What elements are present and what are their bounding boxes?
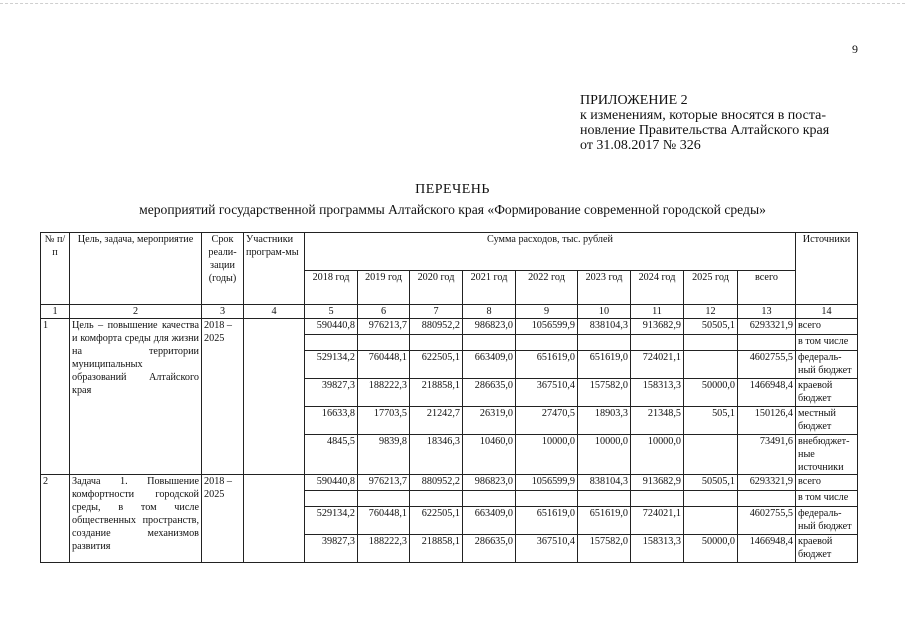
amount-cell — [516, 491, 578, 507]
amount-cell — [410, 335, 463, 351]
amount-cell: 21242,7 — [410, 407, 463, 435]
table-row — [41, 475, 858, 491]
amount-cell: 17703,5 — [358, 407, 410, 435]
amount-cell — [305, 491, 358, 507]
amount-cell: 21348,5 — [631, 407, 684, 435]
amount-cell: 10000,0 — [631, 435, 684, 475]
header-year: 2024 год — [631, 271, 684, 305]
amount-cell: 9839,8 — [358, 435, 410, 475]
amount-cell: 73491,6 — [738, 435, 796, 475]
column-number: 13 — [738, 305, 796, 319]
amount-cell: 10000,0 — [578, 435, 631, 475]
amount-cell: 158313,3 — [631, 379, 684, 407]
amount-cell — [738, 335, 796, 351]
amount-cell: 505,1 — [684, 407, 738, 435]
amount-cell: 4602755,5 — [738, 507, 796, 535]
amount-cell: 4845,5 — [305, 435, 358, 475]
amount-cell — [578, 335, 631, 351]
column-number: 4 — [244, 305, 305, 319]
amount-cell: 16633,8 — [305, 407, 358, 435]
column-number: 12 — [684, 305, 738, 319]
column-number: 6 — [358, 305, 410, 319]
header-year: 2021 год — [463, 271, 516, 305]
amount-cell: 218858,1 — [410, 379, 463, 407]
amount-cell: 838104,3 — [578, 475, 631, 491]
amount-cell: 18903,3 — [578, 407, 631, 435]
amount-cell — [358, 335, 410, 351]
amount-cell: 880952,2 — [410, 475, 463, 491]
source-cell: местный бюджет — [796, 407, 858, 435]
amount-cell: 150126,4 — [738, 407, 796, 435]
source-cell: федераль-ный бюджет — [796, 351, 858, 379]
amount-cell: 838104,3 — [578, 319, 631, 335]
amount-cell — [410, 491, 463, 507]
amount-cell: 39827,3 — [305, 535, 358, 563]
header-goal: Цель, задача, мероприятие — [70, 233, 202, 305]
source-cell: федераль-ный бюджет — [796, 507, 858, 535]
column-number: 11 — [631, 305, 684, 319]
column-number: 7 — [410, 305, 463, 319]
amount-cell — [463, 335, 516, 351]
amount-cell: 724021,1 — [631, 351, 684, 379]
amount-cell: 529134,2 — [305, 351, 358, 379]
row-goal: Задача 1. Повышение комфортности городской среды, в том числе общественных пространств, создание механизмов развития — [70, 475, 202, 563]
header-year: 2022 год — [516, 271, 578, 305]
amount-cell — [305, 335, 358, 351]
amount-cell: 590440,8 — [305, 475, 358, 491]
amount-cell: 651619,0 — [578, 507, 631, 535]
amount-cell: 529134,2 — [305, 507, 358, 535]
amount-cell: 158313,3 — [631, 535, 684, 563]
amount-cell: 286635,0 — [463, 379, 516, 407]
appendix-block — [580, 93, 829, 153]
amount-cell: 50000,0 — [684, 535, 738, 563]
amount-cell: 590440,8 — [305, 319, 358, 335]
row-participants — [244, 475, 305, 563]
page-number: 9 — [852, 42, 858, 56]
amount-cell: 913682,9 — [631, 475, 684, 491]
table-row — [41, 319, 858, 335]
column-number: 9 — [516, 305, 578, 319]
row-number: 1 — [41, 319, 70, 475]
document-title: ПЕРЕЧЕНЬ — [415, 182, 490, 197]
source-cell: всего — [796, 319, 858, 335]
amount-cell: 4602755,5 — [738, 351, 796, 379]
header-sum: Сумма расходов, тыс. рублей — [305, 233, 796, 271]
header-sources: Источники — [796, 233, 858, 305]
amount-cell: 976213,7 — [358, 319, 410, 335]
amount-cell: 760448,1 — [358, 351, 410, 379]
row-goal: Цель – повышение качества и комфорта среды для жизни на территории муниципальных образований Алтайского края — [70, 319, 202, 475]
amount-cell — [578, 491, 631, 507]
source-cell: в том числе — [796, 491, 858, 507]
amount-cell: 50505,1 — [684, 319, 738, 335]
amount-cell: 6293321,9 — [738, 319, 796, 335]
amount-cell: 39827,3 — [305, 379, 358, 407]
amount-cell — [684, 507, 738, 535]
amount-cell — [631, 335, 684, 351]
amount-cell: 6293321,9 — [738, 475, 796, 491]
amount-cell: 622505,1 — [410, 351, 463, 379]
source-cell: всего — [796, 475, 858, 491]
header-year: 2025 год — [684, 271, 738, 305]
amount-cell: 913682,9 — [631, 319, 684, 335]
row-term: 2018 – 2025 — [202, 319, 244, 475]
row-term: 2018 – 2025 — [202, 475, 244, 563]
amount-cell: 1466948,4 — [738, 535, 796, 563]
amount-cell: 50505,1 — [684, 475, 738, 491]
amount-cell: 880952,2 — [410, 319, 463, 335]
header-num: № п/п — [41, 233, 70, 305]
amount-cell: 286635,0 — [463, 535, 516, 563]
amount-cell: 651619,0 — [516, 507, 578, 535]
amount-cell: 157582,0 — [578, 535, 631, 563]
amount-cell: 157582,0 — [578, 379, 631, 407]
amount-cell: 1466948,4 — [738, 379, 796, 407]
amount-cell: 760448,1 — [358, 507, 410, 535]
amount-cell: 367510,4 — [516, 535, 578, 563]
amount-cell: 188222,3 — [358, 535, 410, 563]
amount-cell: 986823,0 — [463, 319, 516, 335]
amount-cell: 622505,1 — [410, 507, 463, 535]
amount-cell — [684, 435, 738, 475]
header-year: всего — [738, 271, 796, 305]
amount-cell: 10460,0 — [463, 435, 516, 475]
source-cell: внебюджет-ные источники — [796, 435, 858, 475]
header-year: 2023 год — [578, 271, 631, 305]
amount-cell: 651619,0 — [578, 351, 631, 379]
amount-cell: 367510,4 — [516, 379, 578, 407]
measures-table — [40, 232, 858, 563]
amount-cell: 188222,3 — [358, 379, 410, 407]
amount-cell — [684, 351, 738, 379]
amount-cell: 724021,1 — [631, 507, 684, 535]
header-year: 2019 год — [358, 271, 410, 305]
source-cell: краевой бюджет — [796, 535, 858, 563]
amount-cell: 976213,7 — [358, 475, 410, 491]
header-participants: Участники програм-мы — [244, 233, 305, 305]
row-number: 2 — [41, 475, 70, 563]
amount-cell — [684, 491, 738, 507]
amount-cell: 218858,1 — [410, 535, 463, 563]
scan-top-edge — [0, 3, 905, 4]
column-number: 14 — [796, 305, 858, 319]
amount-cell: 651619,0 — [516, 351, 578, 379]
amount-cell: 50000,0 — [684, 379, 738, 407]
column-number: 2 — [70, 305, 202, 319]
appendix-date: от 31.08.2017 № 326 — [580, 138, 701, 153]
amount-cell — [738, 491, 796, 507]
column-number: 3 — [202, 305, 244, 319]
amount-cell — [358, 491, 410, 507]
document-subtitle: мероприятий государственной программы Алтайского края «Формирование современной городской среды» — [139, 202, 766, 217]
amount-cell — [631, 491, 684, 507]
header-year: 2018 год — [305, 271, 358, 305]
amount-cell — [463, 491, 516, 507]
appendix-line: новление Правительства Алтайского края — [580, 123, 830, 138]
header-term: Срок реали-зации (годы) — [202, 233, 244, 305]
appendix-title: ПРИЛОЖЕНИЕ 2 — [580, 93, 688, 108]
column-number: 1 — [41, 305, 70, 319]
amount-cell: 26319,0 — [463, 407, 516, 435]
amount-cell: 18346,3 — [410, 435, 463, 475]
amount-cell: 986823,0 — [463, 475, 516, 491]
amount-cell: 1056599,9 — [516, 319, 578, 335]
row-participants — [244, 319, 305, 475]
column-number: 5 — [305, 305, 358, 319]
amount-cell: 10000,0 — [516, 435, 578, 475]
amount-cell — [516, 335, 578, 351]
appendix-line: к изменениям, которые вносятся в поста- — [580, 108, 827, 123]
source-cell: в том числе — [796, 335, 858, 351]
source-cell: краевой бюджет — [796, 379, 858, 407]
amount-cell: 663409,0 — [463, 507, 516, 535]
column-number: 8 — [463, 305, 516, 319]
amount-cell — [684, 335, 738, 351]
amount-cell: 27470,5 — [516, 407, 578, 435]
amount-cell: 1056599,9 — [516, 475, 578, 491]
header-year: 2020 год — [410, 271, 463, 305]
amount-cell: 663409,0 — [463, 351, 516, 379]
column-number: 10 — [578, 305, 631, 319]
